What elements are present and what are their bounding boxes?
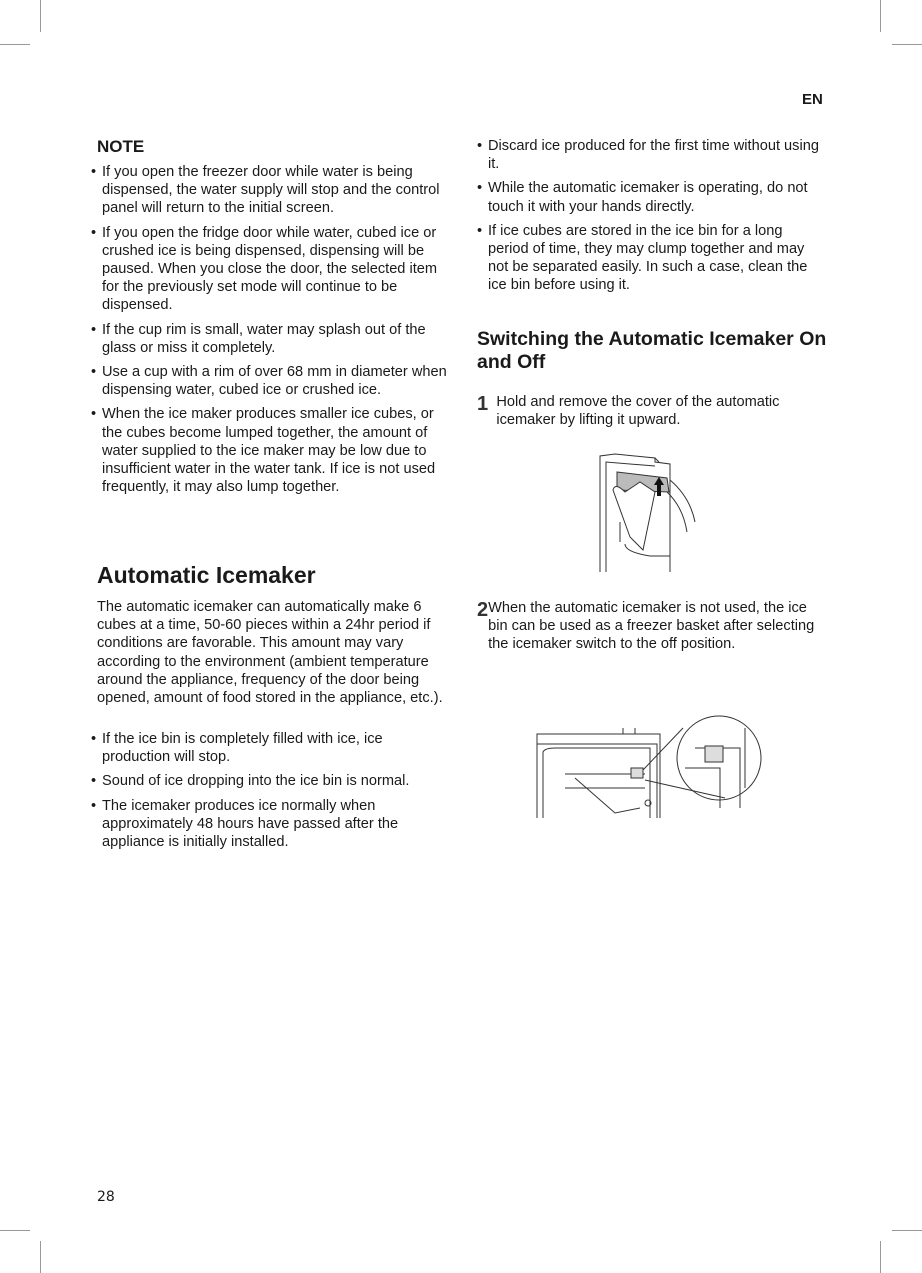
icemaker-item: • The icemaker produces ice normally when approximately 48 hours have passed after the appliance is initially installed. (91, 797, 441, 852)
crop-mark (40, 1241, 41, 1273)
icemaker-item: • If the ice bin is completely filled with ice, ice production will stop. (91, 730, 441, 766)
note-item: • When the ice maker produces smaller ice cubes, or the cubes become lumped together, the amount of water supplied to the ice maker may be low due to insufficient water in the water tank. If ice is not used frequently, it may also lump together. (91, 405, 449, 496)
crop-mark (892, 1230, 922, 1231)
section-title-automatic-icemaker: Automatic Icemaker (97, 562, 316, 588)
note-list (91, 163, 449, 502)
right-item: • Discard ice produced for the first time without using it. (477, 137, 822, 173)
icemaker-list (91, 730, 441, 857)
crop-mark (0, 1230, 30, 1231)
step-2 (477, 599, 822, 654)
icemaker-item: • Sound of ice dropping into the ice bin is normal. (91, 772, 441, 790)
page-number: 28 (97, 1189, 115, 1205)
step-text: Hold and remove the cover of the automatic icemaker by lifting it upward. (496, 394, 780, 429)
crop-mark (880, 1241, 881, 1273)
step-1 (477, 393, 822, 429)
right-list (477, 137, 822, 301)
crop-mark (892, 44, 922, 45)
note-item: • If you open the fridge door while water, cubed ice or crushed ice is being dispensed, dispensing will be paused. When you close the door, the selected item for the previously set mode will continue to be dispensed. (91, 224, 449, 315)
step-number: 2 (477, 599, 489, 621)
note-item: • If the cup rim is small, water may splash out of the glass or miss it completely. (91, 321, 449, 357)
right-item: • While the automatic icemaker is operating, do not touch it with your hands directly. (477, 179, 822, 215)
icemaker-switch-illustration (535, 708, 765, 820)
step-number: 1 (477, 393, 489, 415)
step-text: When the automatic icemaker is not used, the ice bin can be used as a freezer basket after selecting the icemaker switch to the off position. (488, 600, 815, 653)
note-item: • If you open the freezer door while water is being dispensed, the water supply will stop and the control panel will return to the initial screen. (91, 163, 449, 218)
crop-mark (0, 44, 30, 45)
crop-mark (40, 0, 41, 32)
language-label: EN (802, 91, 823, 108)
section-title-switching: Switching the Automatic Icemaker On and Off (477, 328, 827, 373)
note-title: NOTE (97, 137, 145, 156)
section-paragraph: The automatic icemaker can automatically make 6 cubes at a time, 50-60 pieces within a 24hr period if conditions are favorable. This amount may vary according to the environment (ambient temperature around the appliance, frequency of the door being opened, amount of food stored in the appliance, etc.). (97, 599, 443, 707)
note-item: • Use a cup with a rim of over 68 mm in diameter when dispensing water, cubed ice or crushed ice. (91, 363, 449, 399)
right-item: • If ice cubes are stored in the ice bin for a long period of time, they may clump together and may not be separated easily. In such a case, clean the ice bin before using it. (477, 222, 822, 295)
remove-cover-illustration (595, 452, 705, 574)
crop-mark (880, 0, 881, 32)
